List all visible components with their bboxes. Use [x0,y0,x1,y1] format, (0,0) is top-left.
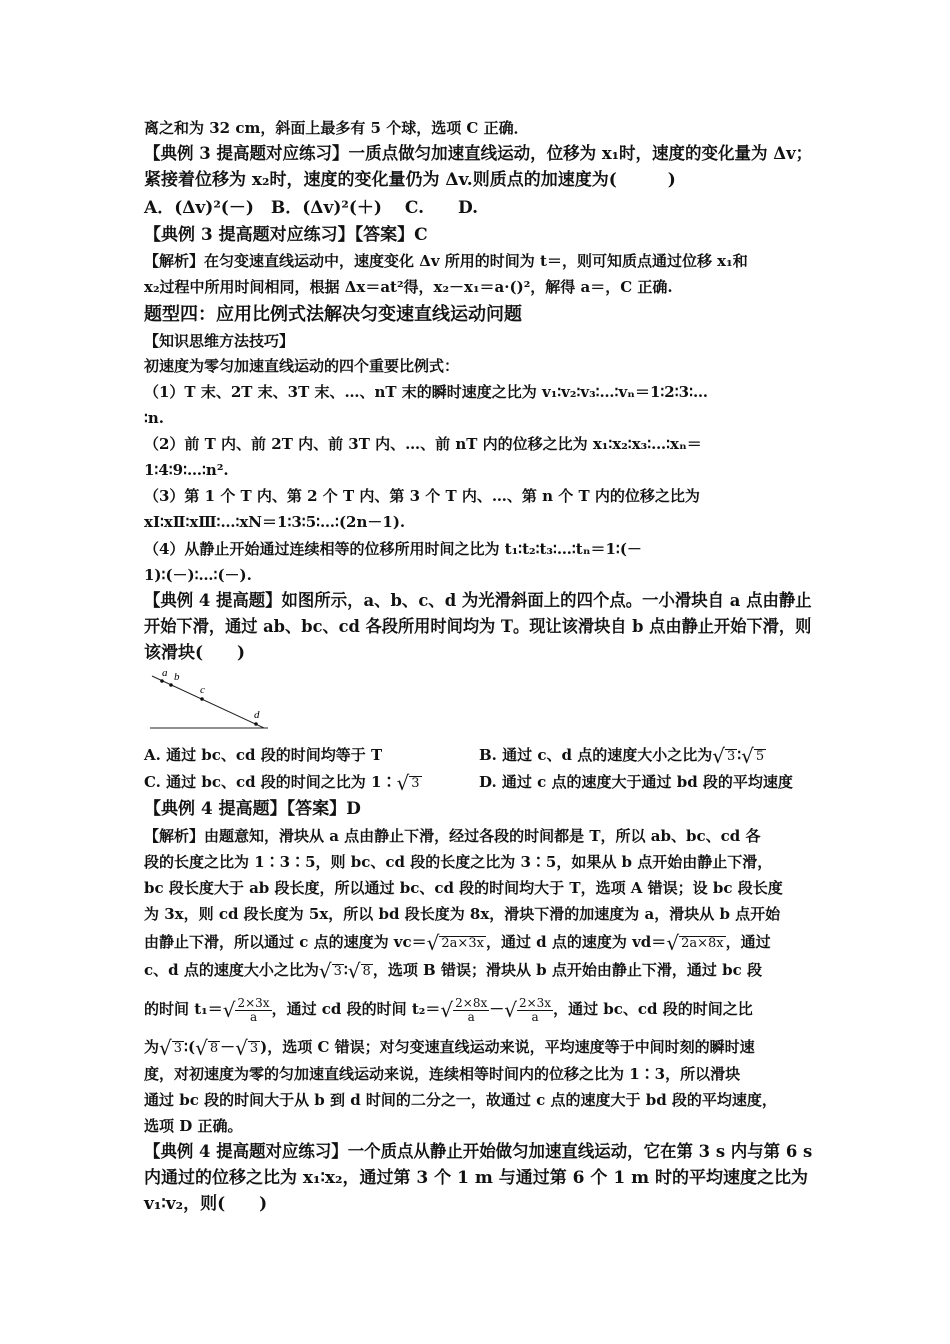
radicand: 3 [173,1041,183,1056]
text-line: （3）第 1 个 T 内、第 2 个 T 内、第 3 个 T 内、…、第 n 个 T 内的位移之比为 [144,487,700,505]
solution-line: 【解析】在匀变速直线运动中，速度变化 Δv 所用的时间为 t＝，则可知质点通过位移 x₁和 [144,252,748,270]
text-line: （4）从静止开始通过连续相等的位移所用时间之比为 t₁∶t₂∶t₃∶…∶tₙ＝1∶(－ [144,540,642,558]
solution-line: x₂过程中所用时间相同，根据 Δx＝at²得，x₂－x₁＝a·()²，解得 a＝，C 正确. [144,278,673,296]
ratio-sign: ∶ [737,746,742,764]
option-b-text: B. 通过 c、d 点的速度大小之比为 [479,746,713,764]
solution-line [144,1037,812,1058]
solution-line: 选项 D 正确。 [144,1117,243,1135]
fraction: $\frac{2\times 3x}{a}$ [237,995,270,1024]
label-a: a [162,667,168,679]
text-line: （1）T 末、2T 末、3T 末、…、nT 末的瞬时速度之比为 v₁∶v₂∶v₃∶…∶vₙ＝1∶2∶3∶… [144,383,708,401]
exercise-prompt-line: v₁∶v₂，则( ) [144,1194,268,1214]
radicand: 5 [755,749,765,764]
solution-text: 的时间 t₁＝ [144,1000,223,1018]
option-c-text: C. 通过 bc、cd 段的时间之比为 1∶ [144,773,397,791]
sqrt-sign: √ [440,998,454,1022]
solution-text: c、d 点的速度大小之比为 [144,961,319,979]
sqrt-sign: √ [318,959,332,983]
text-line: xⅠ∶xⅡ∶xⅢ∶…∶xN＝1∶3∶5∶…∶(2n－1). [144,513,406,531]
text-line: ∶n. [144,409,165,427]
solution-text: ，选项 B 错误；滑块从 b 点开始由静止下滑，通过 bc 段 [372,961,762,979]
solution-text: 由静止下滑，所以通过 c 点的速度为 vc＝ [144,933,427,951]
option-c [144,772,422,793]
sqrt-sign: √ [712,744,725,768]
exercise-prompt-line: 紧接着位移为 x₂时，速度的变化量仍为 Δv.则质点的加速度为( ) [144,170,676,190]
solution-text: ，通过 [725,933,771,951]
solution-text: ，通过 bc、cd 段的时间之比 [553,1000,753,1018]
radicand: 3 [726,749,736,764]
sqrt-sign: √ [426,931,440,955]
incline-line [152,676,264,728]
point-d [254,722,258,726]
solution-line: 通过 bc 段的时间大于从 b 到 d 时间的二分之一，故通过 c 点的速度大于 bd 段的平均速度， [144,1091,777,1109]
sqrt-sign: √ [159,1036,172,1060]
minus-sign: － [220,1038,236,1056]
option-a: A. 通过 bc、cd 段的时间均等于 T [144,746,383,764]
fraction: $\frac{2\times 8x}{a}$ [455,995,488,1024]
exercise-prompt-line: 内通过的位移之比为 x₁∶x₂，通过第 3 个 1 m 与通过第 6 个 1 m 时的平均速度之比为 [144,1168,808,1188]
sqrt-sign: √ [396,771,410,795]
solution-text: ，通过 cd 段的时间 t₂＝ [271,1000,441,1018]
label-b: b [174,671,180,683]
option-d: D. 通过 c 点的速度大于通过 bd 段的平均速度 [479,773,793,791]
problem-line: 【典例 4 提高题】如图所示，a、b、c、d 为光滑斜面上的四个点。一小滑块自 a 点由静止 [144,591,812,611]
sqrt-sign: √ [222,998,236,1022]
solution-line: 度，对初速度为零的匀加速直线运动来说，连续相等时间内的位移之比为 1∶3，所以滑块 [144,1065,741,1083]
label-d: d [254,709,260,721]
fraction: $\frac{2\times 3x}{a}$ [518,995,552,1024]
exercise-prompt-line: 【典例 4 提高题对应练习】一个质点从静止开始做匀加速直线运动，它在第 3 s 内与第 6 s [144,1142,813,1162]
problem-line: 开始下滑，通过 ab、bc、cd 各段所用时间均为 T。现让该滑块自 b 点由静止开始下滑，则 [144,617,812,637]
solution-text: 为 [144,1038,160,1056]
point-b [169,683,173,687]
ratio-sign: ∶ [343,961,348,979]
problem-line: 该滑块( ) [144,643,246,663]
sqrt-sign: √ [347,959,361,983]
sqrt-sign: √ [235,1036,248,1060]
sqrt-sign: √ [666,931,680,955]
text-line: 1)∶(－)∶…∶(－). [144,566,252,584]
sqrt-sign: √ [195,1036,208,1060]
radicand: 3 [249,1041,259,1056]
radicand: 2a×8x [681,936,724,951]
solution-line: 为 3x，则 cd 段长度为 5x，所以 bd 段长度为 8x，滑块下滑的加速度为 a，滑块从 b 点开始 [144,905,781,923]
solution-line: 段的长度之比为 1∶3∶5，则 bc、cd 段的长度之比为 3∶5，如果从 b 点开始由静止下滑， [144,853,773,871]
radicand: 2a×3x [441,936,484,951]
solution-line [144,932,812,953]
text-line: （2）前 T 内、前 2T 内、前 3T 内、…、前 nT 内的位移之比为 x₁∶x₂∶x₃∶…∶xₙ＝ [144,435,702,453]
choice-line: A．(Δv)²(－) B．(Δv)²(＋) C. D. [144,198,479,218]
exercise-prompt-line: 【典例 3 提高题对应练习】一质点做匀加速直线运动，位移为 x₁时，速度的变化量为 Δv； [144,144,813,164]
text-line: 1∶4∶9∶…∶n². [144,461,229,479]
text-line: 离之和为 32 cm，斜面上最多有 5 个球，选项 C 正确． [144,119,529,137]
section-heading: 题型四：应用比例式法解决匀变速直线运动问题 [144,304,522,325]
point-a [160,679,164,683]
answer-line: 【典例 3 提高题对应练习】【答案】C [144,225,428,245]
text-line: 初速度为零匀加速直线运动的四个重要比例式： [144,357,460,375]
option-b [479,745,766,766]
label-c: c [200,684,205,696]
answer-line: 【典例 4 提高题】【答案】D [144,799,361,819]
incline-figure [146,666,271,734]
sqrt-sign: √ [504,998,517,1022]
point-c [200,697,204,701]
minus-sign: － [489,1000,505,1018]
solution-line [144,994,812,1025]
solution-line: bc 段长度大于 ab 段长度，所以通过 bc、cd 段的时间均大于 T，选项 A 错误；设 bc 段长度 [144,879,783,897]
radicand: 8 [362,964,371,979]
radicand: 8 [209,1041,219,1056]
solution-line: 【解析】由题意知，滑块从 a 点由静止下滑，经过各段的时间都是 T，所以 ab、bc、cd 各 [144,827,761,845]
solution-line [144,960,812,981]
subheading: 【知识思维方法技巧】 [144,332,295,350]
solution-text: )，选项 C 错误；对匀变速直线运动来说，平均速度等于中间时刻的瞬时速 [260,1038,755,1056]
radicand: 3 [333,964,342,979]
solution-text: ，通过 d 点的速度为 vd＝ [485,933,667,951]
sqrt-sign: √ [741,744,754,768]
solution-text: ∶( [184,1038,196,1056]
radicand: 3 [411,776,420,791]
